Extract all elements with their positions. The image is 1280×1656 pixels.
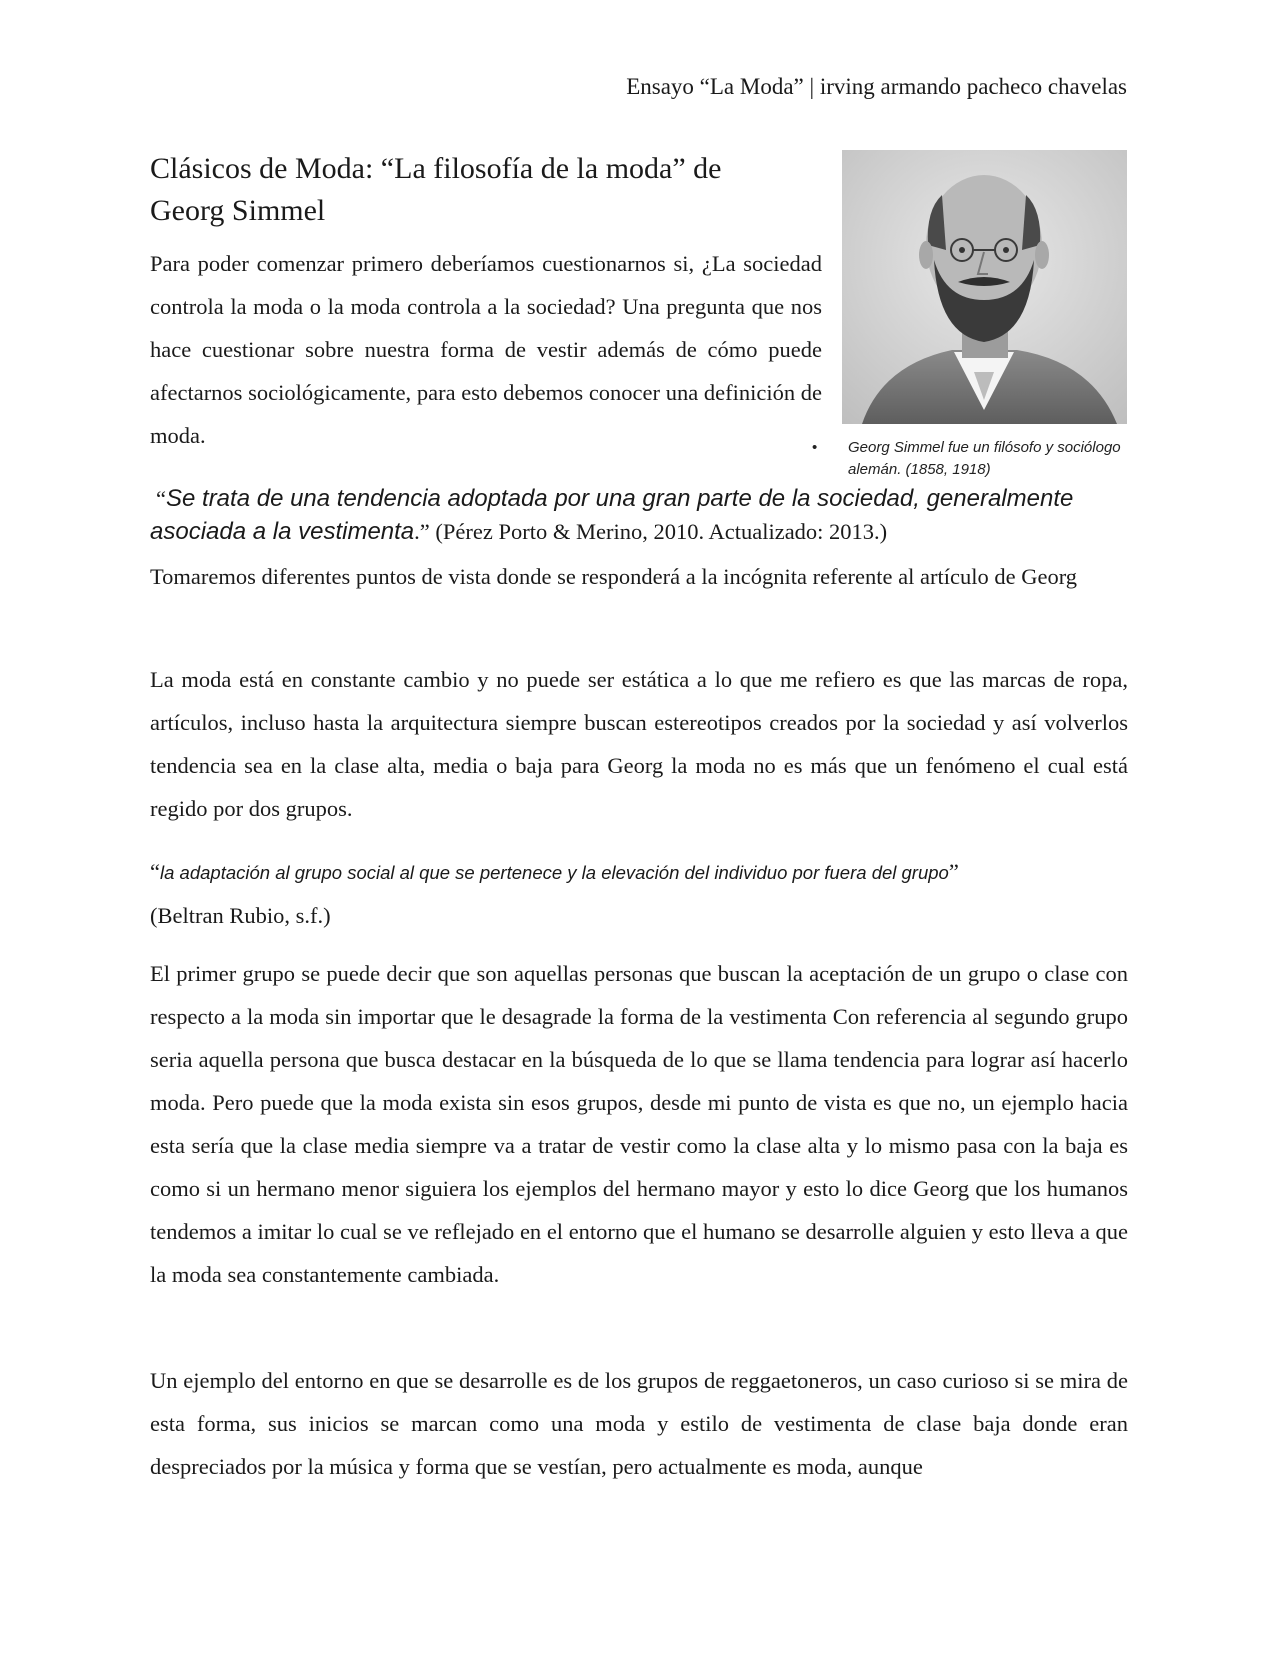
portrait-image — [842, 150, 1127, 424]
paragraph: Tomaremos diferentes puntos de vista donde se responderá a la incógnita referente al artículo de Georg — [150, 564, 1078, 589]
quote-citation: (Beltran Rubio, s.f.) — [150, 903, 331, 928]
definition-quote — [150, 482, 1130, 548]
quote-text: Se trata de una tendencia adoptada por una gran parte de la sociedad, generalmente asociada a la vestimenta — [150, 485, 1074, 545]
document-title: Clásicos de Moda: “La filosofía de la moda” de Georg Simmel — [150, 152, 722, 227]
quote-citation: .” (Pérez Porto & Merino, 2010. Actualizado: 2013.) — [414, 519, 888, 544]
simmel-quote — [150, 850, 1128, 937]
page-header: Ensayo “La Moda” | irving armando pacheco chavelas — [626, 74, 1127, 99]
caption-text: Georg Simmel fue un filósofo y sociólogo alemán. (1858, 1918) — [848, 439, 1121, 478]
paragraph: El primer grupo se puede decir que son aquellas personas que buscan la aceptación de un grupo o clase con respecto a la moda sin importar que le desagrade la forma de la vestimenta Con referencia al segundo grupo seria aquella persona que busca destacar en la búsqueda de lo que se llama tendencia para lograr así hacerlo moda. Pero puede que la moda exista sin esos grupos, desde mi punto de vista es que no, un ejemplo hacia esta sería que la clase media siempre va a tratar de vestir como la clase alta y lo mismo pasa con la baja es como si un hermano menor siguiera los ejemplos del hermano mayor y esto lo dice Georg que los humanos tendemos a imitar lo cual se ve reflejado en el entorno que el humano se desarrolle alguien y esto lleva a que la moda sea constantemente cambiada. — [150, 961, 1128, 1287]
paragraph: Un ejemplo del entorno en que se desarrolle es de los grupos de reggaetoneros, un caso curioso si se mira de esta forma, sus inicios se marcan como una moda y estilo de vestimenta de clase baja donde eran despreciados por la música y forma que se vestían, pero actualmente es moda, aunque — [150, 1368, 1128, 1479]
intro-paragraph: Para poder comenzar primero deberíamos cuestionarnos si, ¿La sociedad controla la moda o la moda controla a la sociedad? Una pregunta que nos hace cuestionar sobre nuestra forma de vestir además de cómo puede afectarnos sociológicamente, para esto debemos conocer una definición de moda. — [150, 251, 822, 448]
quote-open-mark: “ — [156, 486, 166, 511]
photo-caption — [812, 437, 1132, 481]
quote-open-mark: “ — [150, 859, 160, 884]
paragraph: La moda está en constante cambio y no puede ser estática a lo que me refiero es que las marcas de ropa, artículos, incluso hasta la arquitectura siempre buscan estereotipos creados por la sociedad y así volverlos tendencia sea en la clase alta, media o baja para Georg la moda no es más que un fenómeno el cual está regido por dos grupos. — [150, 667, 1128, 821]
portrait-photo — [842, 150, 1127, 424]
quote-text: la adaptación al grupo social al que se pertenece y la elevación del individuo por fuera del grupo — [160, 862, 949, 883]
quote-close-mark: ” — [948, 859, 959, 884]
bullet-icon: • — [812, 439, 818, 456]
